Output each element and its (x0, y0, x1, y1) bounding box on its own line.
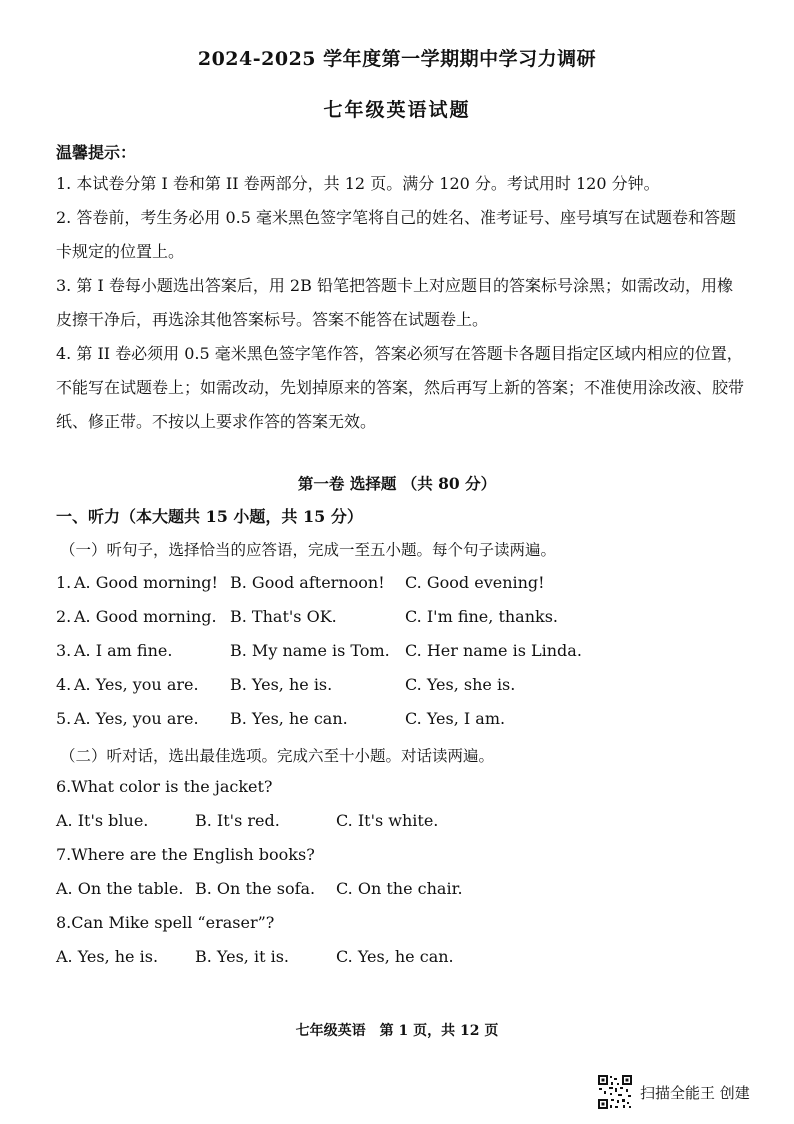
question-number: 4. (56, 675, 72, 694)
option-b: B. Yes, it is. (195, 947, 289, 966)
scanner-watermark: 扫描全能王 创建 (640, 1084, 750, 1102)
option-c: C. Good evening! (405, 573, 545, 592)
part-title: 第一卷 选择题 （共 80 分） (297, 474, 497, 493)
question-row (56, 879, 756, 901)
question-text: 7.Where are the English books? (56, 845, 315, 864)
option-c: C. Her name is Linda. (405, 641, 582, 660)
option-c: C. Yes, he can. (336, 947, 454, 966)
option-c: C. Yes, I am. (405, 709, 506, 728)
question-number: 5. (56, 709, 72, 728)
question-text: 8.Can Mike spell “eraser”? (56, 913, 275, 932)
qr-code-icon (597, 1074, 633, 1110)
option-c: C. Yes, she is. (405, 675, 516, 694)
option-a: A. Good morning. (74, 607, 217, 626)
question-number: 1. (56, 573, 72, 592)
notice-item-3: 3. 第 I 卷每小题选出答案后，用 2B 铅笔把答题卡上对应题目的答案标号涂黑；如需改动，用橡皮擦干净后，再选涂其他答案标号。答案不能答在试题卷上。 (56, 276, 733, 329)
option-a: A. I am fine. (74, 641, 173, 660)
option-b: B. Yes, he is. (230, 675, 333, 694)
exam-subtitle: 七年级英语试题 (323, 99, 471, 121)
option-a: A. On the table. (56, 879, 184, 898)
question-row (56, 675, 756, 697)
option-a: A. Yes, you are. (74, 675, 199, 694)
question-number: 3. (56, 641, 72, 660)
question-stem (56, 845, 756, 867)
option-b: B. Yes, he can. (230, 709, 348, 728)
notice-item-2: 2. 答卷前，考生务必用 0.5 毫米黑色签字笔将自己的姓名、准考证号、座号填写在试题卷和答题卡规定的位置上。 (56, 208, 736, 261)
subsection-title-1: （一）听句子，选择恰当的应答语，完成一至五小题。每个句子读两遍。 (60, 541, 557, 559)
option-b: B. It's red. (195, 811, 280, 830)
option-c: C. It's white. (336, 811, 439, 830)
subsection-title-2: （二）听对话，选出最佳选项。完成六至十小题。对话读两遍。 (60, 747, 495, 765)
option-c: C. I'm fine, thanks. (405, 607, 559, 626)
option-a: A. Yes, you are. (74, 709, 199, 728)
question-row (56, 811, 756, 833)
option-b: B. That's OK. (230, 607, 337, 626)
option-c: C. On the chair. (336, 879, 463, 898)
notice-item-1: 1. 本试卷分第 I 卷和第 II 卷两部分，共 12 页。满分 120 分。考试用时 120 分钟。 (56, 174, 660, 193)
question-number: 2. (56, 607, 72, 626)
question-stem (56, 777, 756, 799)
page-footer: 七年级英语 第 1 页，共 12 页 (295, 1023, 499, 1039)
tips-label: 温馨提示： (56, 143, 137, 162)
option-a: A. Good morning! (74, 573, 218, 592)
question-row (56, 709, 756, 731)
question-row (56, 573, 756, 595)
question-row (56, 641, 756, 663)
question-text: 6.What color is the jacket? (56, 777, 273, 796)
option-a: A. Yes, he is. (56, 947, 159, 966)
option-a: A. It's blue. (56, 811, 149, 830)
exam-title: 2024-2025 学年度第一学期期中学习力调研 (197, 48, 597, 70)
question-row (56, 947, 756, 969)
notice-item-4: 4. 第 II 卷必须用 0.5 毫米黑色签字笔作答，答案必须写在答题卡各题目指定区域内相应的位置，不能写在试题卷上；如需改动，先划掉原来的答案，然后再写上新的答案；不准使用涂改液、胶带纸、修正带。不按以上要求作答的答案无效。 (56, 344, 745, 431)
question-stem (56, 913, 756, 935)
option-b: B. Good afternoon! (230, 573, 385, 592)
section-title: 一、听力（本大题共 15 小题，共 15 分） (56, 507, 363, 526)
question-row (56, 607, 756, 629)
option-b: B. My name is Tom. (230, 641, 390, 660)
option-b: B. On the sofa. (195, 879, 316, 898)
